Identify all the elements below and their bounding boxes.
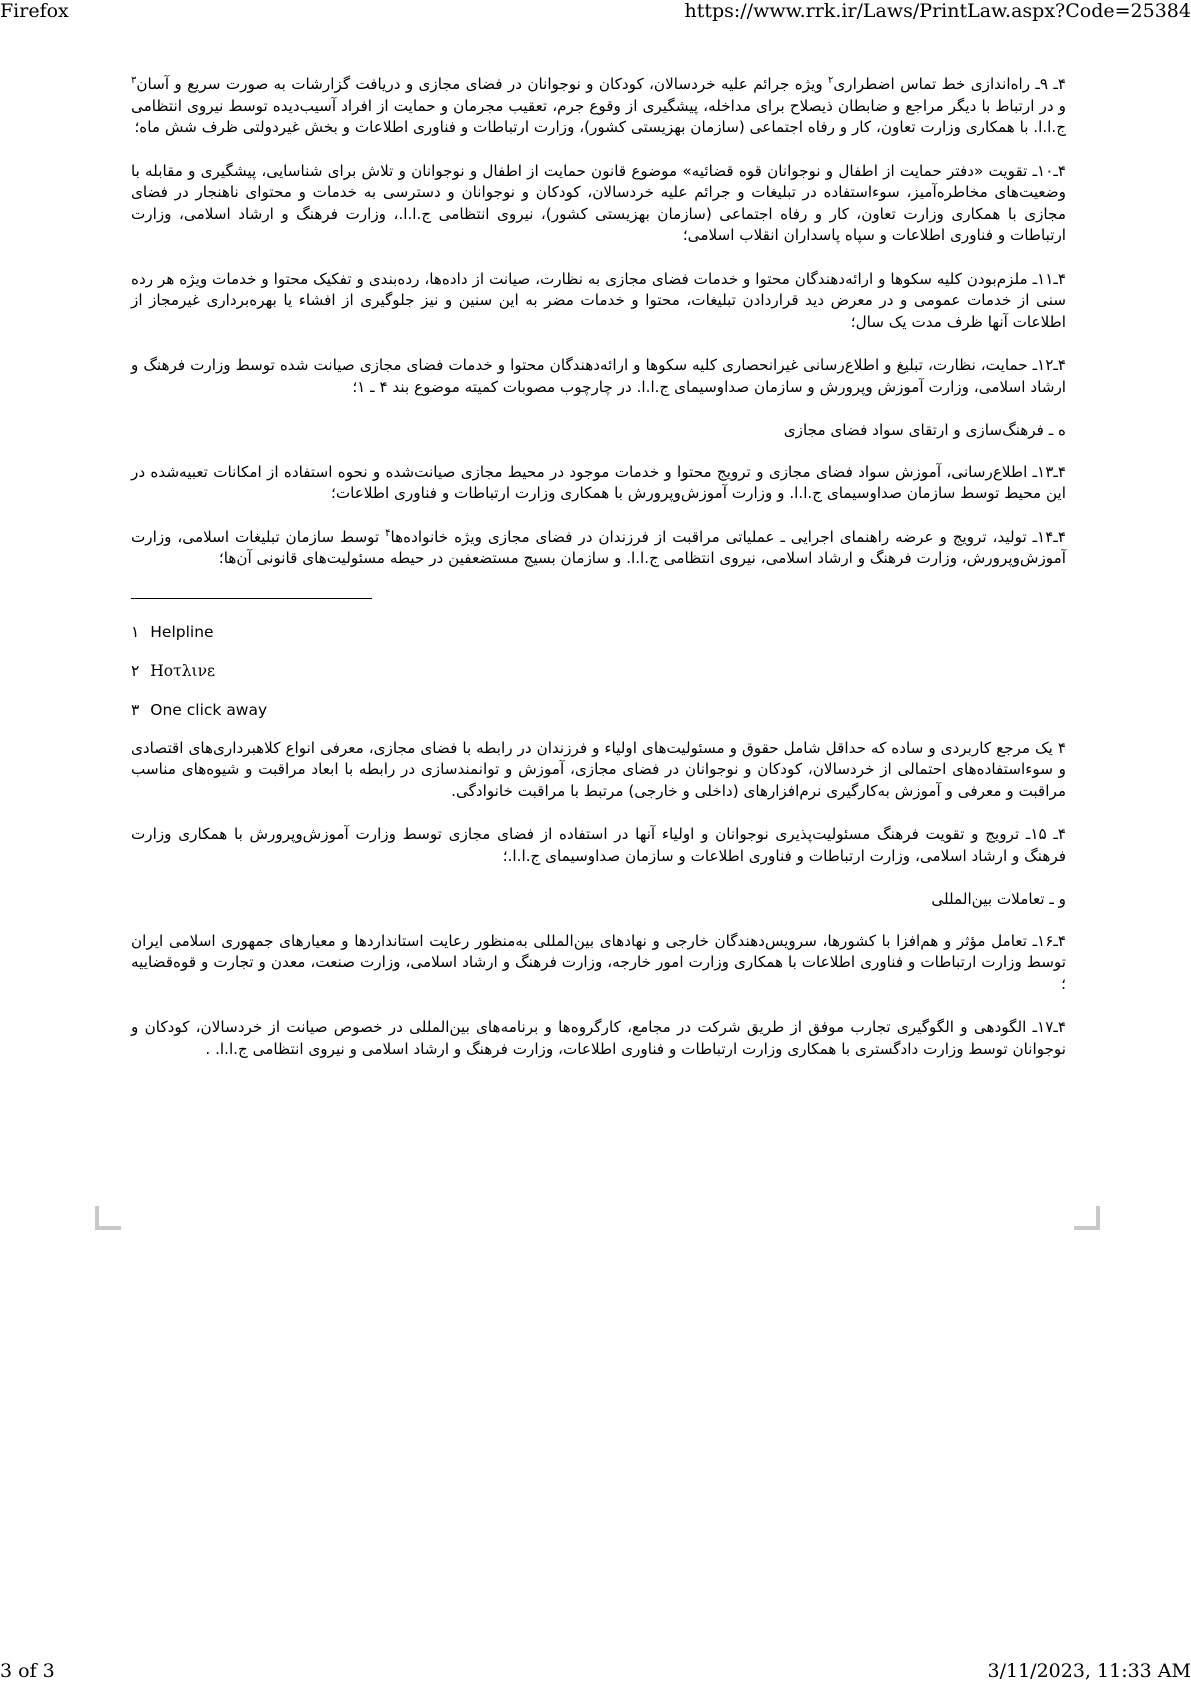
print-datetime: 3/11/2023, 11:33 AM <box>987 1660 1191 1682</box>
footnote-1 <box>131 621 1066 643</box>
clause-4-9-text-a: ۴ـ ۹ـ راه‌اندازی خط تماس اضطراری <box>833 75 1066 93</box>
clause-4-10: ۴ـ۱۰ـ تقویت «دفتر حمایت از اطفال و نوجوانان قوه قضائیه» موضوع قانون حمایت از اطفال و نوجوانان و تلاش برای شناسایی، پیشگیری و مقابله با وضعیت‌های مخاطره‌آمیز، سوءاستفاده در تبلیغات و جرائم علیه خردسالان، کودکان و نوجوانان و دسترسی به خدمات و محتوای ناهنجار در فضای مجازی با همکاری وزارت تعاون، کار و رفاه اجتماعی (سازمان بهزیستی کشور)، نیروی انتظامی ج.ا.ا.، وزارت فرهنگ و ارشاد اسلامی، وزارت ارتباطات و فناوری اطلاعات و سپاه پاسداران انقلاب اسلامی؛ <box>131 161 1066 244</box>
page-number: 3 of 3 <box>0 1660 55 1682</box>
clause-4-14-text-b: توسط سازمان تبلیغات اسلامی، وزارت آموزش‌وپرورش، وزارت فرهنگ و ارشاد اسلامی، نیروی انتظامی ج.ا.ا. و سازمان بسیج مستضعفین در حیطه مسئولیت‌های قانونی آن‌ها؛ <box>131 527 1066 567</box>
footnote-2-number: ۲ <box>131 661 140 680</box>
footnote-1-number: ۱ <box>131 622 140 641</box>
footnote-ref-4: ۴ <box>385 527 391 539</box>
clause-4-9-text-c: و در ارتباط با دیگر مراجع و ضابطان ذیصلاح برای مداخله، پیشگیری از وقوع جرم، تعقیب مجرمان و حمایت از افراد آسیب‌دیده توسط نیروی انتظامی ج.ا.ا. با همکاری وزارت تعاون، کار و رفاه اجتماعی (سازمان بهزیستی کشور)، وزارت ارتباطات و فناوری اطلاعات و بخش غیردولتی ظرف شش ماه؛ <box>131 96 1066 136</box>
clause-4-9-text-b: ویژه جرائم علیه خردسالان، کودکان و نوجوانان در فضای مجازی و دریافت گزارشات به صورت سریع و آسان <box>136 75 828 93</box>
footnote-3-text: One click away <box>150 700 268 719</box>
clause-4-16: ۴ـ۱۶ـ تعامل مؤثر و هم‌افزا با کشورها، سرویس‌دهندگان خارجی و نهادهای بین‌المللی به‌منظور رعایت استانداردها و معیارهای جمهوری اسلامی ایران توسط وزارت ارتباطات و فناوری اطلاعات با همکاری وزارت امور خارجه، وزارت فرهنگ و ارشاد اسلامی، وزارت صنعت، معدن و تجارت و قوه‌قضاییه ؛ <box>131 931 1066 993</box>
footnote-3 <box>131 699 1066 721</box>
browser-name: Firefox <box>0 0 69 22</box>
footnote-3-number: ۳ <box>131 700 140 719</box>
clause-4-13: ۴ـ۱۳ـ اطلاع‌رسانی، آموزش سواد فضای مجازی و ترویج محتوا و خدمات موجود در محیط مجازی صیانت‌شده و نحوه استفاده از امکانات تعبیه‌شده در این محیط توسط سازمان صداوسیمای ج.ا.ا. و وزارت آموزش‌وپرورش با همکاری وزارت ارتباطات و فناوری اطلاعات؛ <box>131 462 1066 502</box>
clause-4-12: ۴ـ۱۲ـ حمایت، نظارت، تبلیغ و اطلاع‌رسانی غیرانحصاری کلیه سکوها و ارائه‌دهندگان محتوا و خدمات فضای مجازی صیانت شده توسط وزارت فرهنگ و ارشاد اسلامی، وزارت آموزش وپرورش و سازمان صداوسیمای ج.ا.ا. در چارچوب مصوبات کمیته موضوع بند ۴ ـ ۱؛ <box>131 356 1066 396</box>
page-corner-right <box>1074 1206 1100 1230</box>
section-heading-v: و ـ تعاملات بین‌المللی <box>931 890 1066 908</box>
page-corner-left <box>95 1206 121 1230</box>
footnote-separator <box>131 598 372 599</box>
document-body <box>131 74 1066 1082</box>
footnote-1-text: Helpline <box>150 622 214 641</box>
clause-4-11: ۴ـ۱۱ـ ملزم‌بودن کلیه سکوها و ارائه‌دهندگان محتوا و خدمات فضای مجازی به نظارت، صیانت از داده‌ها، رده‌بندی و تفکیک محتوا و خدمات ویژه هر رده سنی از خدمات عمومی و در معرض دید قراردادن تبلیغات، محتوا و خدمات مضر به این سنین و نیز جلوگیری از افشاء یا بهره‌برداری غیرمجاز از اطلاعات آنها ظرف مدت یک سال؛ <box>131 269 1066 331</box>
page-url: https://www.rrk.ir/Laws/PrintLaw.aspx?Code=25384 <box>684 0 1191 22</box>
section-heading-e: ه ـ فرهنگ‌سازی و ارتقای سواد فضای مجازی <box>783 421 1066 439</box>
footnote-2-text: Ηοτλινε <box>150 661 216 680</box>
clause-4-14-text-a: ۴ـ۱۴ـ تولید، ترویج و عرضه راهنمای اجرایی ـ عملیاتی مراقبت از فرزندان در فضای مجازی ویژه خانواده‌ها <box>390 527 1066 546</box>
footnote-2 <box>131 660 1066 682</box>
clause-4-9 <box>131 74 1066 139</box>
footnote-ref-2: ۲ <box>827 74 834 86</box>
footnote-ref-3: ۳ <box>131 74 137 86</box>
footnote-4: ۴ یک مرجع کاربردی و ساده که حداقل شامل حقوق و مسئولیت‌های اولیاء و فرزندان در رابطه با فضای مجازی، معرفی انواع کلاهبرداری‌های اقتصادی و سوءاستفاده‌های احتمالی از خردسالان، کودکان و نوجوانان در فضای مجازی، آموزش و توانمندسازی در رابطه با ابعاد مراقبت و شیوه‌های مناسب مراقبت و معرفی و آموزش به‌کارگیری نرم‌افزارهای (داخلی و خارجی) مرتبط با مراقبت خانوادگی. <box>131 738 1066 800</box>
clause-4-17: ۴ـ۱۷ـ الگودهی و الگوگیری تجارب موفق از طریق شرکت در مجامع، کارگروه‌ها و برنامه‌های بین‌المللی در خصوص صیانت از خردسالان، کودکان و نوجوانان توسط وزارت دادگستری با همکاری وزارت ارتباطات و فناوری اطلاعات، وزارت فرهنگ و ارشاد اسلامی و نیروی انتظامی ج.ا.ا. . <box>131 1018 1066 1058</box>
clause-4-14 <box>131 527 1066 570</box>
clause-4-15: ۴ـ ۱۵ـ ترویج و تقویت فرهنگ مسئولیت‌پذیری نوجوانان و اولیاء آنها در استفاده از فضای مجازی توسط وزارت آموزش‌وپرورش با همکاری وزارت فرهنگ و ارشاد اسلامی، وزارت ارتباطات و فناوری اطلاعات و سازمان صداوسیمای ج.ا.ا.؛ <box>131 825 1066 865</box>
